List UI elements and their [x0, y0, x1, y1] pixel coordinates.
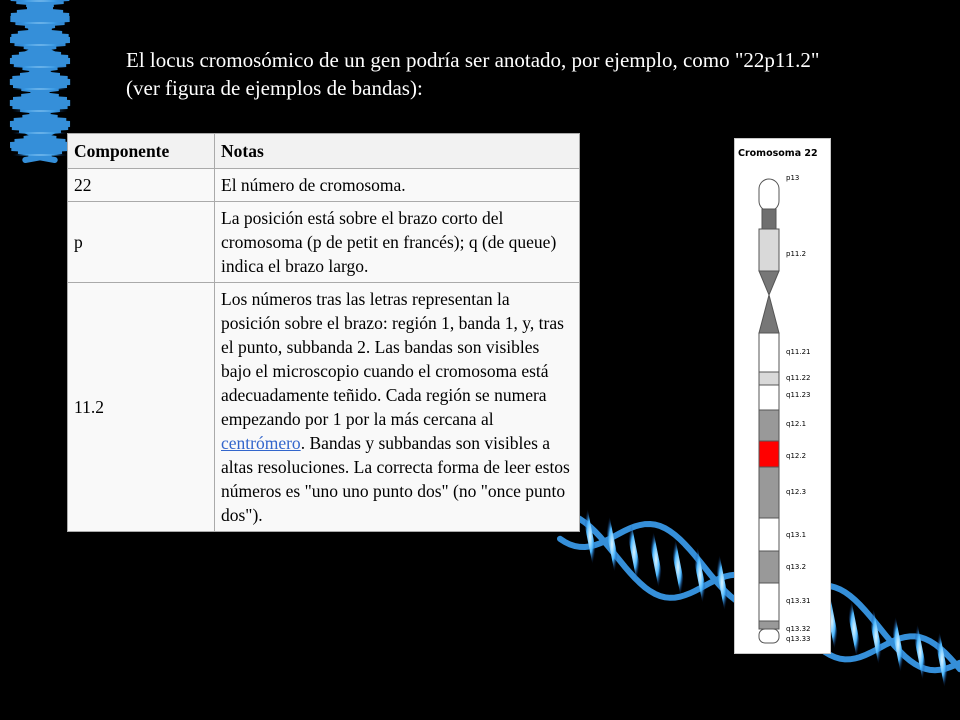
band-label: q13.33: [786, 635, 811, 643]
note-cell: [215, 283, 580, 532]
band-label: q12.3: [786, 488, 807, 496]
band-label: q13.31: [786, 597, 811, 605]
ideogram-title: Cromosoma 22: [738, 148, 818, 159]
component-cell: p: [68, 202, 215, 283]
component-cell: 22: [68, 169, 215, 202]
band-label: q12.2: [786, 452, 807, 460]
column-header-componente: Componente: [68, 134, 215, 169]
note-text-before-link: Los números tras las letras representan la posición sobre el brazo: región 1, banda 1, y, tras el punto, subbanda 2. Las bandas son visibles bajo el microscopio cuando el cromosoma está adecuadamente teñido. Cada región se numera empezando por 1 por la más cercana al: [221, 289, 564, 429]
chromosome-22-ideogram: [734, 138, 831, 654]
note-cell: El número de cromosoma.: [215, 169, 580, 202]
band-label: q13.1: [786, 531, 807, 539]
table-row: [68, 169, 580, 202]
chromosome-drawing: [735, 139, 832, 655]
band-label: q13.2: [786, 563, 807, 571]
band-label: q11.23: [786, 391, 811, 399]
slide-heading: El locus cromosómico de un gen podría ser anotado, por ejemplo, como "22p11.2" (ver figura de ejemplos de bandas):: [126, 48, 820, 100]
centromero-link[interactable]: centrómero: [221, 433, 301, 453]
band-label: q11.21: [786, 348, 811, 356]
locus-table: [67, 133, 580, 532]
table-header-row: [68, 134, 580, 169]
note-cell: La posición está sobre el brazo corto del cromosoma (p de petit en francés); q (de queue) indica el brazo largo.: [215, 202, 580, 283]
table-row: [68, 202, 580, 283]
component-cell: 11.2: [68, 283, 215, 532]
band-label: q12.1: [786, 420, 807, 428]
table-row: [68, 283, 580, 532]
band-label: q13.32: [786, 625, 811, 633]
band-label: p11.2: [786, 250, 807, 258]
band-label: q11.22: [786, 374, 811, 382]
band-label: p13: [786, 174, 800, 182]
highlighted-band-q12-2: [759, 441, 779, 467]
column-header-notas: Notas: [215, 134, 580, 169]
note-text-after-link: . Bandas y subbandas son visibles a altas resoluciones. La correcta forma de leer estos números es "uno uno punto dos" (no "once punto dos").: [221, 433, 570, 525]
